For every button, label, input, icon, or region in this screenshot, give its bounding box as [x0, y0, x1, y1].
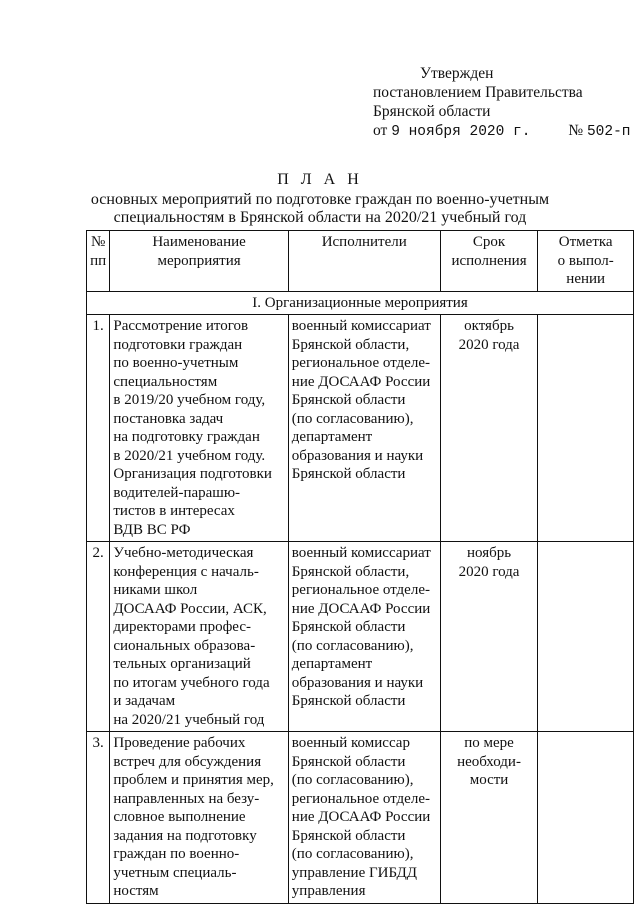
document-title: П Л А Н: [277, 171, 363, 188]
approval-date-line: [373, 121, 633, 142]
row-executors: военный комиссариат Брянской области, региональное отделе- ние ДОСААФ России Брянской области (по согласованию), департамент образования и науки Брянской области: [288, 542, 440, 732]
approval-block: [373, 64, 633, 142]
row-term: ноябрь 2020 года: [440, 542, 538, 732]
document-subtitle-line-2: специальностям в Брянской области на 2020/21 учебный год: [113, 209, 527, 226]
approval-line-3: Брянской области: [373, 103, 491, 120]
table-header-row: [87, 231, 634, 292]
approval-date: 9 ноября 2020 г.: [391, 124, 531, 140]
approval-number: 502-п: [586, 124, 631, 140]
header-name: Наименование мероприятия: [110, 231, 288, 292]
section-title: I. Организационные мероприятия: [87, 291, 634, 315]
plan-table: [86, 230, 634, 904]
table-row: [87, 315, 634, 542]
header-num: № пп: [87, 231, 110, 292]
header-mark: Отметка о выпол- нении: [538, 231, 634, 292]
row-mark: [538, 315, 634, 542]
table-row: [87, 732, 634, 904]
header-executors: Исполнители: [288, 231, 440, 292]
header-term: Срок исполнения: [440, 231, 538, 292]
row-name: Учебно-методическая конференция с началь- никами школ ДОСААФ России, АСК, директорами профес- сиональных образова- тельных организаций по итогам учебного года и задачам на 2020/21 учебный год: [110, 542, 288, 732]
approval-number-prefix: №: [568, 122, 584, 139]
approval-line-2: постановлением Правительства: [373, 84, 583, 101]
row-executors: военный комиссариат Брянской области, региональное отделе- ние ДОСААФ России Брянской области (по согласованию), департамент образования и науки Брянской области: [288, 315, 440, 542]
row-num: 1.: [87, 315, 110, 542]
row-num: 3.: [87, 732, 110, 904]
document-subtitle-line-1: основных мероприятий по подготовке граждан по военно-учетным: [90, 191, 550, 208]
row-term: по мере необходи- мости: [440, 732, 538, 904]
section-row: [87, 291, 634, 315]
row-num: 2.: [87, 542, 110, 732]
row-mark: [538, 542, 634, 732]
row-mark: [538, 732, 634, 904]
row-term: октябрь 2020 года: [440, 315, 538, 542]
approval-line-1: Утвержден: [420, 65, 494, 82]
row-name: Рассмотрение итогов подготовки граждан по военно-учетным специальностям в 2019/20 учебном году, постановка задач на подготовку граждан в 2020/21 учебном году. Организация подготовки водителей-парашю- тистов в интересах ВДВ ВС РФ: [110, 315, 288, 542]
row-name: Проведение рабочих встреч для обсуждения проблем и принятия мер, направленных на безу- словное выполнение задания на подготовку граждан по военно- учетным специаль- ностям: [110, 732, 288, 904]
approval-date-prefix: от: [373, 122, 388, 139]
table-row: [87, 542, 634, 732]
row-executors: военный комиссар Брянской области (по согласованию), региональное отделе- ние ДОСААФ России Брянской области (по согласованию), управление ГИБДД управления: [288, 732, 440, 904]
